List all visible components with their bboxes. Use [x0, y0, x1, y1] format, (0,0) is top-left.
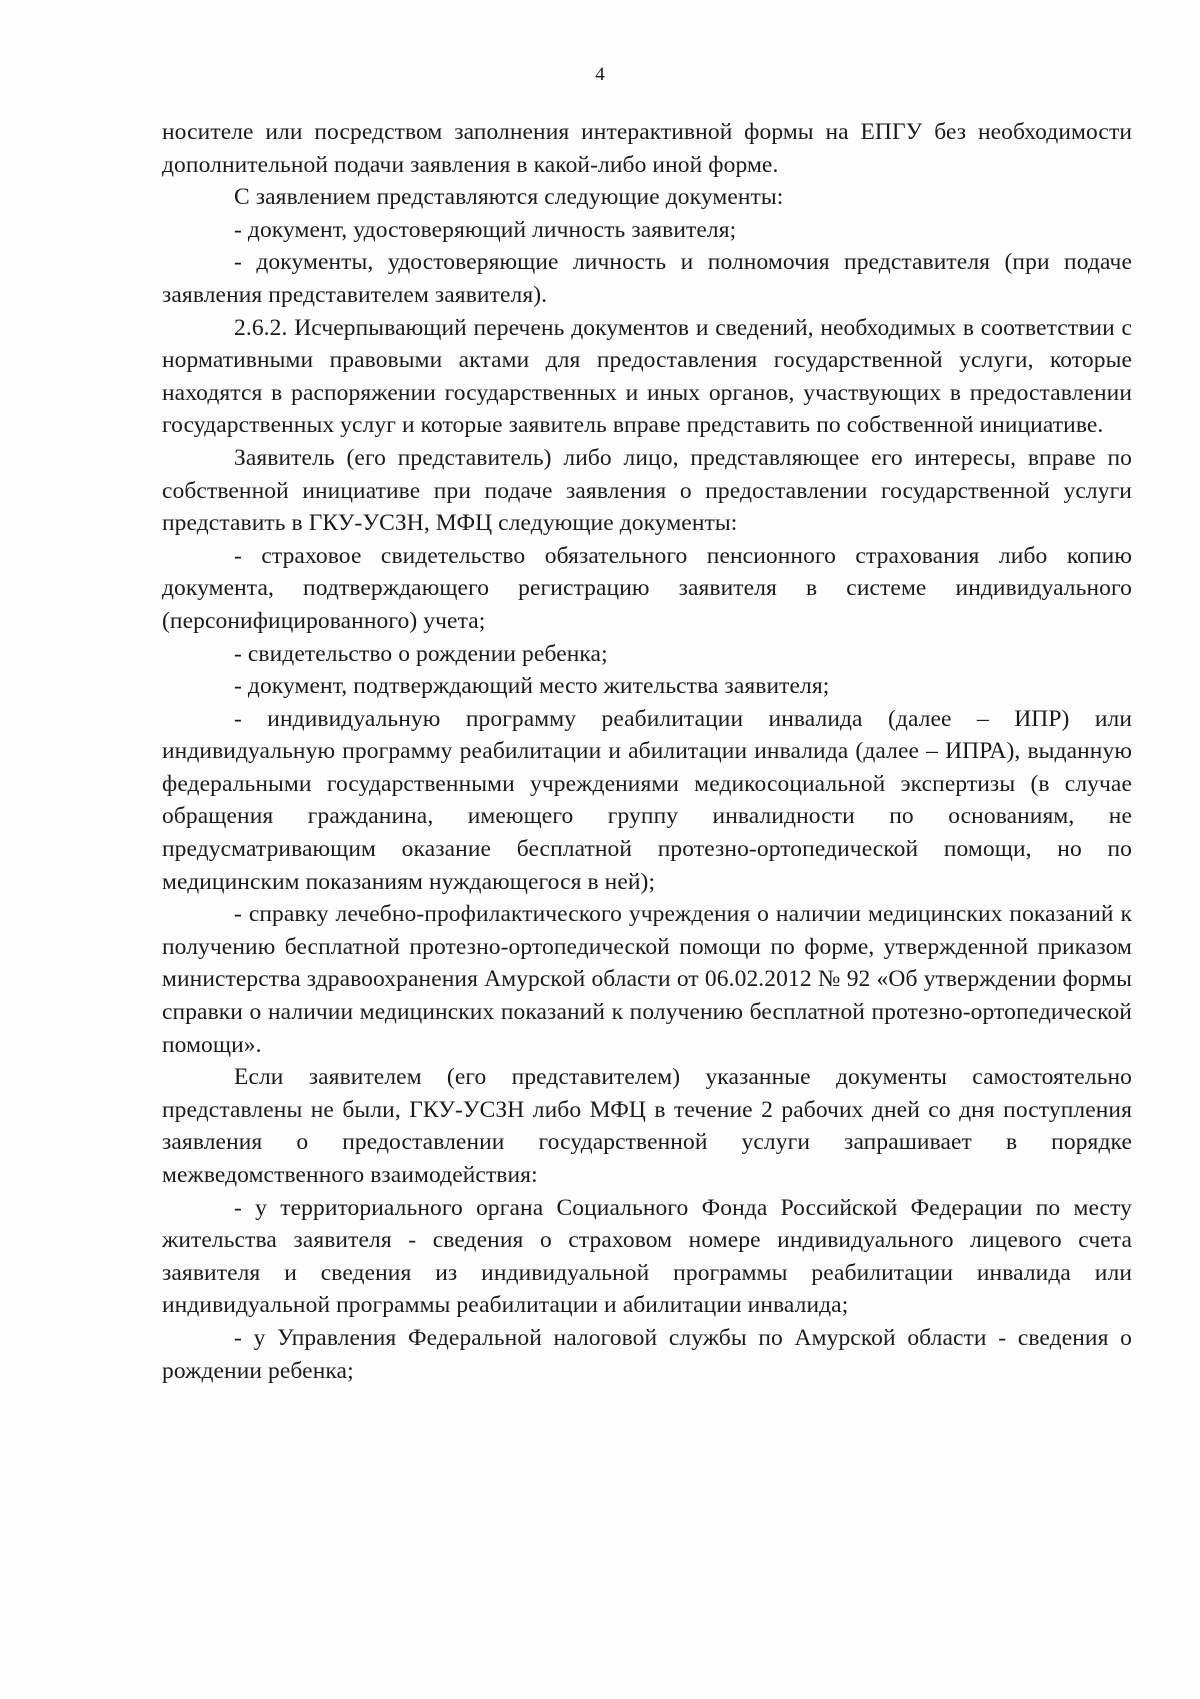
list-item-social-fund-request: - у территориального органа Социального Фонда Российской Федерации по месту жительства заявителя - сведения о страховом номере индивидуального лицевого счета заявителя и сведения из индивидуальной программы реабилитации инвалида или индивидуальной программы реабилитации и абилитации инвалида;	[162, 1194, 1132, 1319]
list-item-insurance-certificate: - страховое свидетельство обязательного пенсионного страхования либо копию документа, подтверждающего регистрацию заявителя в системе индивидуального (персонифицированного) учета;	[162, 542, 1132, 634]
list-item-residence-document: - документ, подтверждающий место жительства заявителя;	[234, 673, 830, 700]
paragraph-documents-intro: С заявлением представляются следующие документы:	[234, 184, 784, 211]
list-item-representative-documents: - документы, удостоверяющие личность и полномочия представителя (при подаче заявления представителем заявителя).	[162, 249, 1132, 308]
list-item-medical-certificate: - справку лечебно-профилактического учреждения о наличии медицинских показаний к получению бесплатной протезно-ортопедической помощи по форме, утвержденной приказом министерства здравоохранения Амурской области от 06.02.2012 № 92 «Об утверждении формы справки о наличии медицинских показаний к получению бесплатной протезно-ортопедической помощи».	[162, 901, 1132, 1058]
paragraph-continuation: носителе или посредством заполнения интерактивной формы на ЕПГУ без необходимости дополнительной подачи заявления в какой-либо иной форме.	[162, 119, 1132, 178]
list-item-tax-service-request: - у Управления Федеральной налоговой службы по Амурской области - сведения о рождении ребенка;	[162, 1324, 1132, 1384]
paragraph-interagency-request: Если заявителем (его представителем) указанные документы самостоятельно представлены не были, ГКУ-УСЗН либо МФЦ в течение 2 рабочих дней со дня поступления заявления о предоставлении государственной услуги запрашивает в порядке межведомственного взаимодействия:	[162, 1064, 1132, 1188]
list-item-birth-certificate: - свидетельство о рождении ребенка;	[234, 640, 608, 667]
list-item-identity-document: - документ, удостоверяющий личность заявителя;	[234, 216, 737, 243]
page-number: 4	[595, 64, 605, 85]
list-item-rehabilitation-program: - индивидуальную программу реабилитации инвалида (далее – ИПР) или индивидуальную программу реабилитации и абилитации инвалида (далее – ИПРА), выданную федеральными государственными учреждениями медикосоциальной экспертизы (в случае обращения гражданина, имеющего группу инвалидности по основаниям, не предусматривающим оказание бесплатной протезно-ортопедической помощи, но по медицинским показаниям нуждающегося в ней);	[162, 705, 1132, 895]
document-body	[162, 116, 1132, 1387]
paragraph-section-2-6-2: 2.6.2. Исчерпывающий перечень документов и сведений, необходимых в соответствии с нормативными правовыми актами для предоставления государственной услуги, которые находятся в распоряжении государственных и иных органов, участвующих в предоставлении государственных услуг и которые заявитель вправе представить по собственной инициативе.	[162, 314, 1132, 439]
paragraph-applicant-right: Заявитель (его представитель) либо лицо, представляющее его интересы, вправе по собственной инициативе при подаче заявления о предоставлении государственной услуги представить в ГКУ-УСЗН, МФЦ следующие документы:	[162, 444, 1132, 537]
